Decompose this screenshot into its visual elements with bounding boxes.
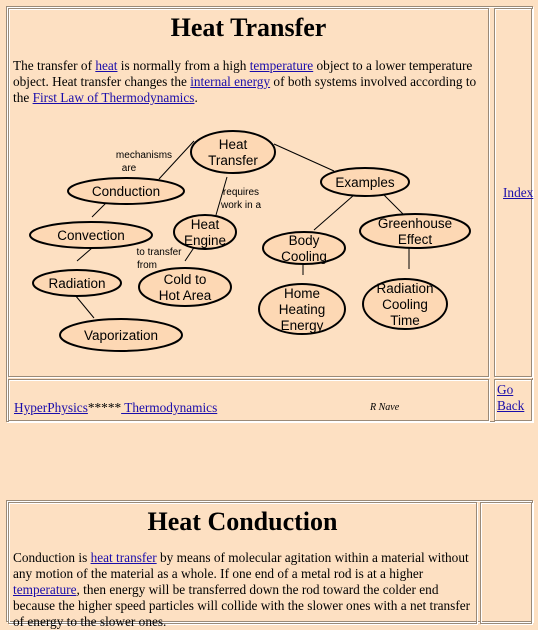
heat-conduction-table (6, 500, 533, 629)
node-label: Heat (218, 137, 248, 152)
hyperphysics-text: HyperPhysics (14, 400, 88, 415)
intro-text: of both systems involved according to the (13, 74, 477, 105)
temperature-link[interactable]: temperature (13, 582, 77, 597)
link-label-requires: work in a (220, 200, 262, 211)
link-label-mechanisms: mechanisms (115, 150, 173, 161)
concept-map (9, 119, 488, 359)
intro-text: The transfer of (13, 58, 96, 73)
node-label: Heat (190, 217, 220, 232)
intro-text: . (194, 90, 198, 105)
intro-text: is normally from a high (117, 58, 250, 73)
section-title: Heat Conduction (147, 507, 338, 536)
go-text: Go (497, 382, 514, 397)
node-label: Cooling (281, 249, 327, 264)
intro-text: by means of molecular agitation within a material without any motion of the material as a whole. If one end of a metal rod is at a higher (13, 550, 469, 581)
link-label-to-transfer: from (137, 260, 157, 271)
go-back-link[interactable] (497, 382, 524, 414)
stars-text: ***** (87, 400, 122, 415)
node-label: Radiation (48, 276, 106, 291)
node-label: Body (288, 233, 320, 248)
node-label: Engine (183, 233, 227, 248)
node-label: Transfer (208, 153, 258, 168)
heat-conduction-content-cell (8, 502, 477, 629)
temperature-link[interactable]: temperature (249, 58, 314, 73)
side-cell (480, 502, 532, 624)
author-credit: R Nave (370, 402, 400, 413)
node-label: Energy (280, 318, 324, 333)
intro-text: object to a lower temperature object. Heat transfer changes the (13, 58, 473, 89)
go-back-cell (494, 379, 532, 421)
page-title: Heat Transfer (170, 13, 327, 42)
node-label: Cooling (382, 297, 428, 312)
node-label: Vaporization (83, 328, 159, 343)
internal-energy-link[interactable]: internal energy (190, 74, 271, 89)
node-label: Time (390, 313, 420, 328)
hyperphysics-thermodynamics-link[interactable] (14, 400, 217, 416)
node-label: Convection (57, 228, 125, 243)
heat-transfer-intro (13, 58, 483, 106)
index-link[interactable]: Index (503, 185, 534, 200)
footer-cell (8, 379, 489, 421)
link-label-mechanisms: are (121, 163, 137, 174)
heat-link[interactable]: heat (95, 58, 118, 73)
back-text: Back (497, 398, 525, 413)
intro-text: , then energy will be transferred down the rod toward the colder end because the higher speed particles will collide with the slower ones with a net transfer of energy to the slower ones. (13, 582, 471, 629)
node-label: Examples (335, 175, 395, 190)
intro-text: Conduction is (13, 550, 91, 565)
node-label: Cold to (163, 272, 207, 287)
node-label: Hot Area (158, 288, 212, 303)
link-label-requires: requires (222, 187, 260, 198)
node-label: Effect (397, 232, 433, 247)
thermodynamics-text: Thermodynamics (121, 400, 218, 415)
node-label: Radiation (376, 281, 434, 296)
heat-transfer-link[interactable]: heat transfer (90, 550, 157, 565)
node-label: Greenhouse (377, 216, 453, 231)
heat-conduction-intro (13, 550, 473, 630)
node-label: Heating (278, 302, 326, 317)
first-law-link[interactable]: First Law of Thermodynamics (32, 90, 195, 105)
link-label-to-transfer: to transfer (136, 247, 182, 258)
index-cell (494, 8, 532, 377)
node-label: Home (283, 286, 321, 301)
heat-transfer-content-cell (8, 8, 489, 377)
node-label: Conduction (91, 184, 161, 199)
heat-transfer-table (6, 6, 533, 422)
